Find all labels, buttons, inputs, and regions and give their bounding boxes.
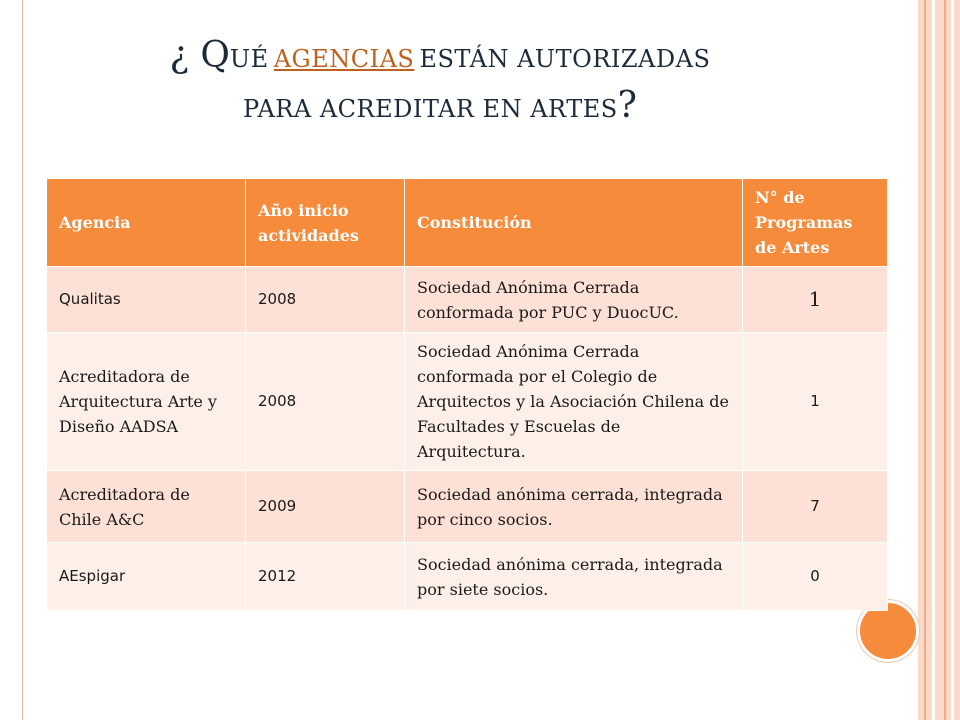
cell-constitucion: Sociedad anónima cerrada, integrada por siete socios. <box>405 543 743 611</box>
cell-anio: 2009 <box>246 471 405 543</box>
cell-programas: 0 <box>743 543 888 611</box>
title-agencias: AGENCIAS <box>273 45 415 73</box>
slide-title: ¿ QUÉ AGENCIAS ESTÁN AUTORIZADAS PARA ACREDITAR EN ARTES? <box>169 35 711 126</box>
table-row <box>47 333 888 471</box>
cell-programas: 1 <box>743 267 888 333</box>
header-anio: Año inicio actividades <box>246 179 405 267</box>
table-row <box>47 471 888 543</box>
cell-agencia: Acreditadora de Arquitectura Arte y Diseño AADSA <box>47 333 246 471</box>
cell-anio: 2008 <box>246 267 405 333</box>
left-decorative-line <box>22 0 23 720</box>
cell-programas: 1 <box>743 333 888 471</box>
cell-programas: 7 <box>743 471 888 543</box>
header-agencia: Agencia <box>47 179 246 267</box>
table-row <box>47 543 888 611</box>
right-stripe <box>924 0 926 720</box>
header-constitucion: Constitución <box>405 179 743 267</box>
table-row <box>47 267 888 333</box>
cell-anio: 2012 <box>246 543 405 611</box>
right-stripe <box>944 0 946 720</box>
cell-agencia: AEspigar <box>47 543 246 611</box>
cell-constitucion: Sociedad Anónima Cerrada conformada por el Colegio de Arquitectos y la Asociación Chilena de Facultades y Escuelas de Arquitectura. <box>405 333 743 471</box>
cell-constitucion: Sociedad Anónima Cerrada conformada por PUC y DuocUC. <box>405 267 743 333</box>
cell-constitucion: Sociedad anónima cerrada, integrada por cinco socios. <box>405 471 743 543</box>
cell-anio: 2008 <box>246 333 405 471</box>
agencies-table <box>46 178 888 611</box>
right-stripe <box>932 0 935 720</box>
cell-agencia: Acreditadora de Chile A&C <box>47 471 246 543</box>
right-stripe <box>951 0 954 720</box>
header-programas: N° de Programas de Artes <box>743 179 888 267</box>
table-header-row <box>47 179 888 267</box>
cell-agencia: Qualitas <box>47 267 246 333</box>
